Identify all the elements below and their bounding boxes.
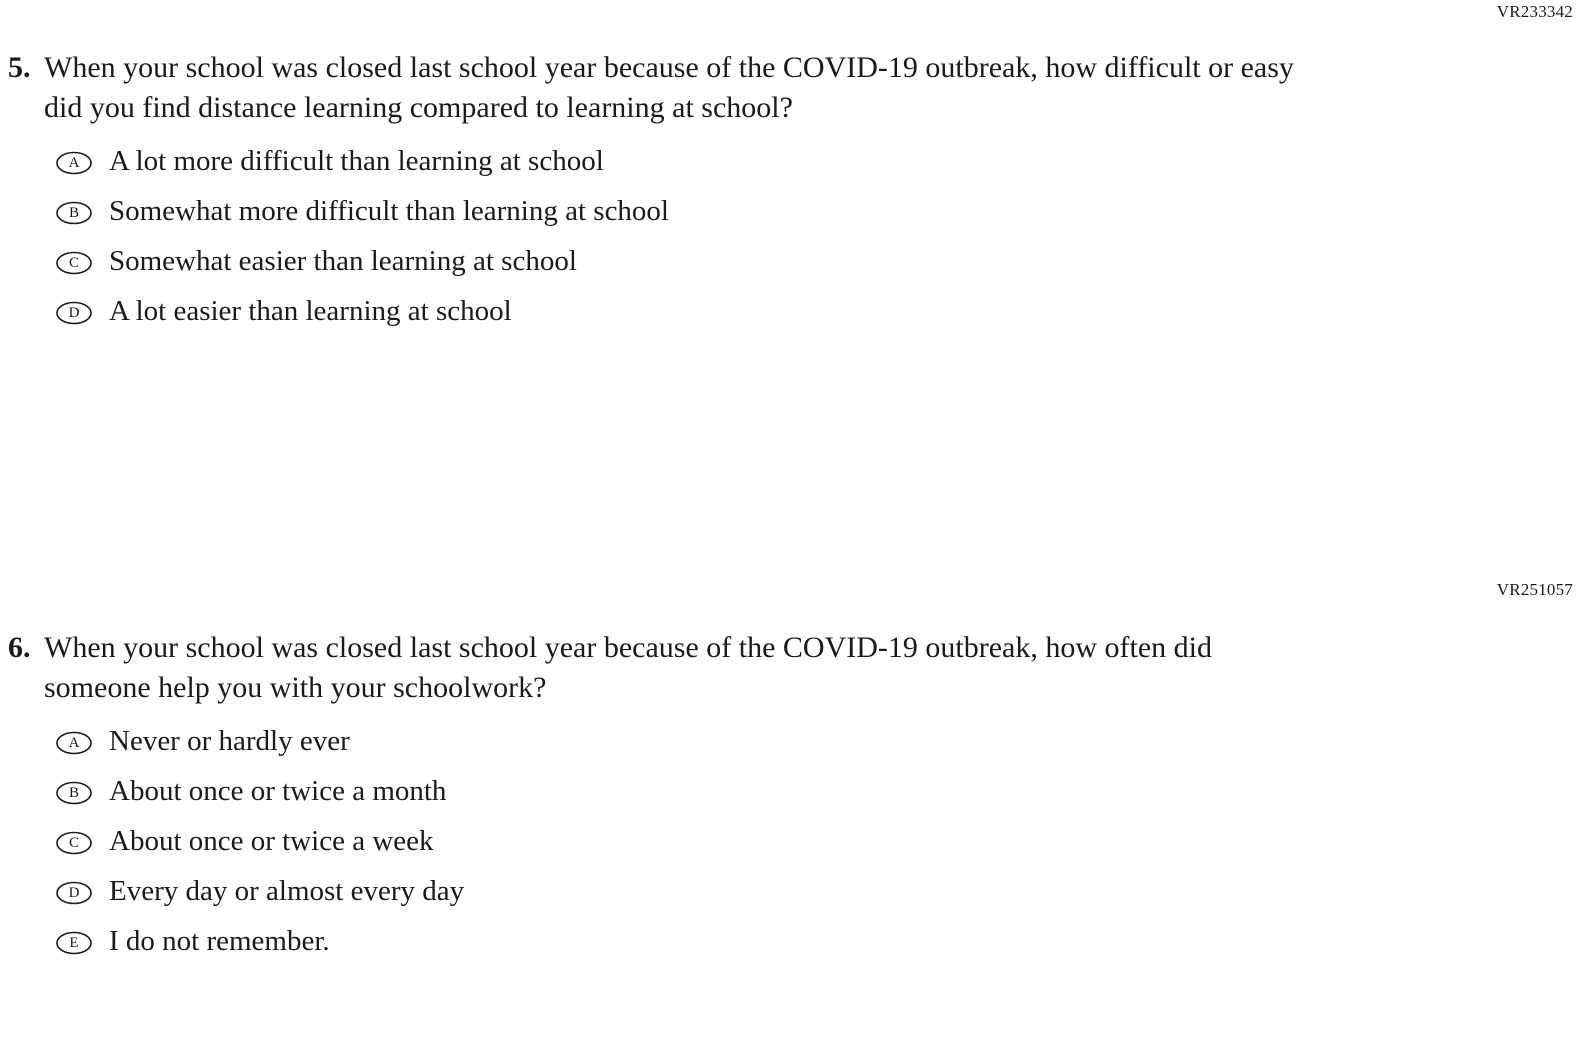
option-5-c[interactable]	[55, 244, 1560, 278]
bubble-letter: E	[69, 935, 79, 951]
option-label: Never or hardly ever	[109, 725, 350, 757]
answer-bubble-icon[interactable]	[55, 780, 93, 806]
options-list-5	[0, 144, 1560, 328]
bubble-letter: A	[68, 155, 80, 171]
question-text-6: When your school was closed last school year because of the COVID-19 outbreak, how often did someone help you with your schoolwork?	[44, 631, 1213, 704]
option-label: I do not remember.	[109, 925, 330, 957]
vr-code-q5: VR233342	[1496, 2, 1573, 21]
option-5-b[interactable]	[55, 194, 1560, 228]
question-number-6: 6.	[8, 631, 31, 664]
option-6-e[interactable]	[55, 924, 1560, 958]
question-row-6	[0, 628, 1560, 708]
answer-bubble-icon[interactable]	[55, 830, 93, 856]
bubble-letter: D	[68, 305, 80, 321]
option-6-d[interactable]	[55, 874, 1560, 908]
question-block-5	[0, 48, 1560, 344]
option-5-d[interactable]	[55, 294, 1560, 328]
answer-bubble-icon[interactable]	[55, 150, 93, 176]
bubble-letter: C	[68, 835, 79, 851]
answer-bubble-icon[interactable]	[55, 200, 93, 226]
answer-bubble-icon[interactable]	[55, 880, 93, 906]
option-6-c[interactable]	[55, 824, 1560, 858]
bubble-letter: D	[68, 885, 80, 901]
option-label: Somewhat easier than learning at school	[109, 245, 577, 277]
option-6-b[interactable]	[55, 774, 1560, 808]
bubble-letter: B	[68, 785, 79, 801]
option-label: About once or twice a week	[109, 825, 434, 857]
question-row-5	[0, 48, 1560, 128]
question-block-6	[0, 628, 1560, 974]
option-label: A lot easier than learning at school	[109, 295, 512, 327]
option-6-a[interactable]	[55, 724, 1560, 758]
bubble-letter: A	[68, 735, 80, 751]
option-5-a[interactable]	[55, 144, 1560, 178]
option-label: Somewhat more difficult than learning at school	[109, 195, 669, 227]
answer-bubble-icon[interactable]	[55, 300, 93, 326]
option-label: A lot more difficult than learning at school	[109, 145, 604, 177]
vr-code-q6: VR251057	[1496, 580, 1573, 599]
bubble-letter: B	[68, 205, 79, 221]
answer-bubble-icon[interactable]	[55, 730, 93, 756]
option-label: Every day or almost every day	[109, 875, 465, 907]
bubble-letter: C	[68, 255, 79, 271]
question-number-5: 5.	[8, 51, 31, 84]
options-list-6	[0, 724, 1560, 958]
question-text-5: When your school was closed last school year because of the COVID-19 outbreak, how difficult or easy did you find distance learning compared to learning at school?	[44, 51, 1294, 124]
answer-bubble-icon[interactable]	[55, 250, 93, 276]
option-label: About once or twice a month	[109, 775, 447, 807]
answer-bubble-icon[interactable]	[55, 930, 93, 956]
